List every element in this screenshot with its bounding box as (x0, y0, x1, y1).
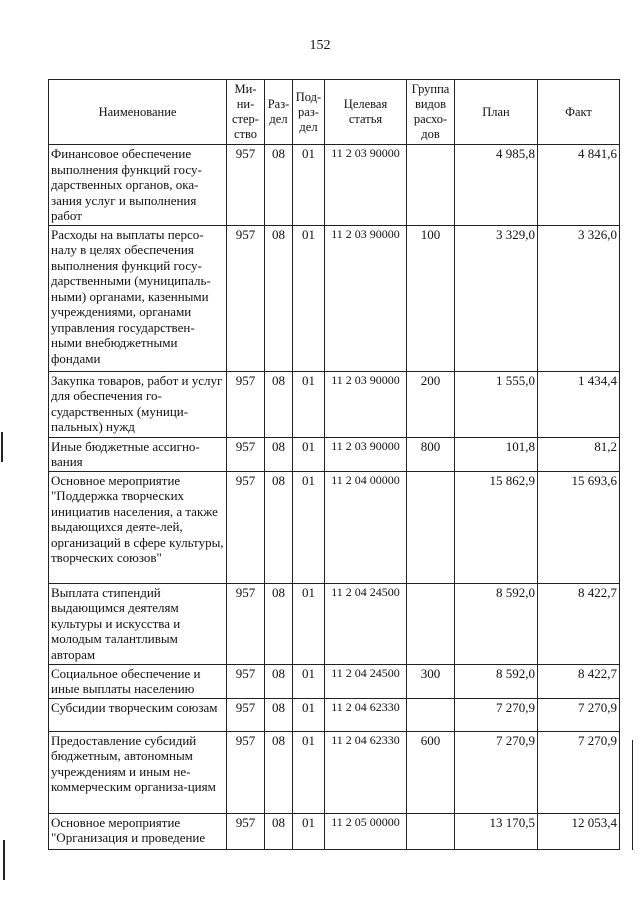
header-ministry: Ми-ни-стер-ство (227, 80, 265, 145)
row-ministry: 957 (227, 471, 265, 583)
row-subsection: 01 (293, 225, 325, 371)
row-expense-group: 600 (407, 731, 455, 813)
row-section: 08 (265, 698, 293, 731)
row-fact: 81,2 (538, 437, 620, 471)
row-name: Расходы на выплаты персо-налу в целях обеспечения выполнения функций госу-дарственными (муниципаль-ными) органами, казенными учреждениями, органами управления государствен-ными внебюджетными фондами (49, 225, 227, 371)
row-subsection: 01 (293, 371, 325, 437)
row-section: 08 (265, 145, 293, 226)
row-fact: 12 053,4 (538, 813, 620, 849)
row-ministry: 957 (227, 664, 265, 698)
row-fact: 15 693,6 (538, 471, 620, 583)
row-plan: 4 985,8 (455, 145, 538, 226)
row-target: 11 2 04 62330 (325, 698, 407, 731)
header-subsection: Под-раз-дел (293, 80, 325, 145)
table-header-row (49, 80, 620, 145)
row-subsection: 01 (293, 471, 325, 583)
row-expense-group: 300 (407, 664, 455, 698)
row-fact: 7 270,9 (538, 731, 620, 813)
row-plan: 13 170,5 (455, 813, 538, 849)
header-expense-group: Группа видов расхо-дов (407, 80, 455, 145)
row-plan: 8 592,0 (455, 664, 538, 698)
row-ministry: 957 (227, 731, 265, 813)
row-plan: 8 592,0 (455, 583, 538, 664)
row-ministry: 957 (227, 583, 265, 664)
table-row (49, 583, 620, 664)
header-target: Целевая статья (325, 80, 407, 145)
row-fact: 3 326,0 (538, 225, 620, 371)
row-name: Основное мероприятие "Поддержка творческих инициатив населения, а также выдающихся деяте-лей, организаций в сфере культуры, творческих союзов" (49, 471, 227, 583)
page-number: 152 (309, 38, 331, 53)
row-name: Социальное обеспечение и иные выплаты населению (49, 664, 227, 698)
row-expense-group: 200 (407, 371, 455, 437)
row-section: 08 (265, 813, 293, 849)
row-section: 08 (265, 471, 293, 583)
row-target: 11 2 03 90000 (325, 225, 407, 371)
header-name: Наименование (49, 80, 227, 145)
row-target: 11 2 04 24500 (325, 664, 407, 698)
row-target: 11 2 04 62330 (325, 731, 407, 813)
row-expense-group: 800 (407, 437, 455, 471)
table-row (49, 731, 620, 813)
row-target: 11 2 03 90000 (325, 145, 407, 226)
table-row (49, 437, 620, 471)
table-row (49, 145, 620, 226)
budget-table (48, 79, 620, 850)
header-plan: План (455, 80, 538, 145)
header-section: Раз-дел (265, 80, 293, 145)
row-target: 11 2 04 24500 (325, 583, 407, 664)
row-subsection: 01 (293, 437, 325, 471)
row-ministry: 957 (227, 437, 265, 471)
row-subsection: 01 (293, 731, 325, 813)
row-name: Закупка товаров, работ и услуг для обеспечения го-сударственных (муници-пальных) нужд (49, 371, 227, 437)
row-target: 11 2 04 00000 (325, 471, 407, 583)
row-expense-group (407, 813, 455, 849)
row-subsection: 01 (293, 813, 325, 849)
row-name: Основное мероприятие "Организация и проведение (49, 813, 227, 849)
table-row (49, 664, 620, 698)
row-expense-group (407, 145, 455, 226)
scan-edge-mark-left-upper (1, 432, 3, 462)
row-subsection: 01 (293, 698, 325, 731)
row-section: 08 (265, 371, 293, 437)
row-target: 11 2 03 90000 (325, 437, 407, 471)
table-row (49, 813, 620, 849)
row-section: 08 (265, 437, 293, 471)
header-fact: Факт (538, 80, 620, 145)
table-row (49, 225, 620, 371)
row-section: 08 (265, 731, 293, 813)
row-plan: 1 555,0 (455, 371, 538, 437)
row-name: Финансовое обеспечение выполнения функций госу-дарственных органов, ока-зания услуг и выполнения работ (49, 145, 227, 226)
row-subsection: 01 (293, 583, 325, 664)
row-name: Субсидии творческим союзам (49, 698, 227, 731)
row-ministry: 957 (227, 145, 265, 226)
row-fact: 7 270,9 (538, 698, 620, 731)
row-plan: 3 329,0 (455, 225, 538, 371)
row-plan: 7 270,9 (455, 698, 538, 731)
scan-edge-mark-left-lower (3, 840, 5, 880)
row-plan: 7 270,9 (455, 731, 538, 813)
row-name: Выплата стипендий выдающимся деятелям культуры и искусства и молодым талантливым авторам (49, 583, 227, 664)
row-plan: 15 862,9 (455, 471, 538, 583)
row-ministry: 957 (227, 698, 265, 731)
row-ministry: 957 (227, 225, 265, 371)
row-target: 11 2 03 90000 (325, 371, 407, 437)
row-fact: 8 422,7 (538, 664, 620, 698)
row-expense-group (407, 471, 455, 583)
row-fact: 8 422,7 (538, 583, 620, 664)
row-fact: 4 841,6 (538, 145, 620, 226)
row-plan: 101,8 (455, 437, 538, 471)
table-row (49, 698, 620, 731)
row-fact: 1 434,4 (538, 371, 620, 437)
row-expense-group (407, 583, 455, 664)
table-row (49, 471, 620, 583)
row-ministry: 957 (227, 371, 265, 437)
row-expense-group: 100 (407, 225, 455, 371)
row-expense-group (407, 698, 455, 731)
row-subsection: 01 (293, 145, 325, 226)
row-subsection: 01 (293, 664, 325, 698)
row-section: 08 (265, 664, 293, 698)
row-ministry: 957 (227, 813, 265, 849)
row-name: Предоставление субсидий бюджетным, автономным учреждениям и иным не-коммерческим организа-циям (49, 731, 227, 813)
row-section: 08 (265, 225, 293, 371)
row-section: 08 (265, 583, 293, 664)
scan-edge-mark-right (632, 740, 633, 850)
row-target: 11 2 05 00000 (325, 813, 407, 849)
row-name: Иные бюджетные ассигно-вания (49, 437, 227, 471)
table-row (49, 371, 620, 437)
